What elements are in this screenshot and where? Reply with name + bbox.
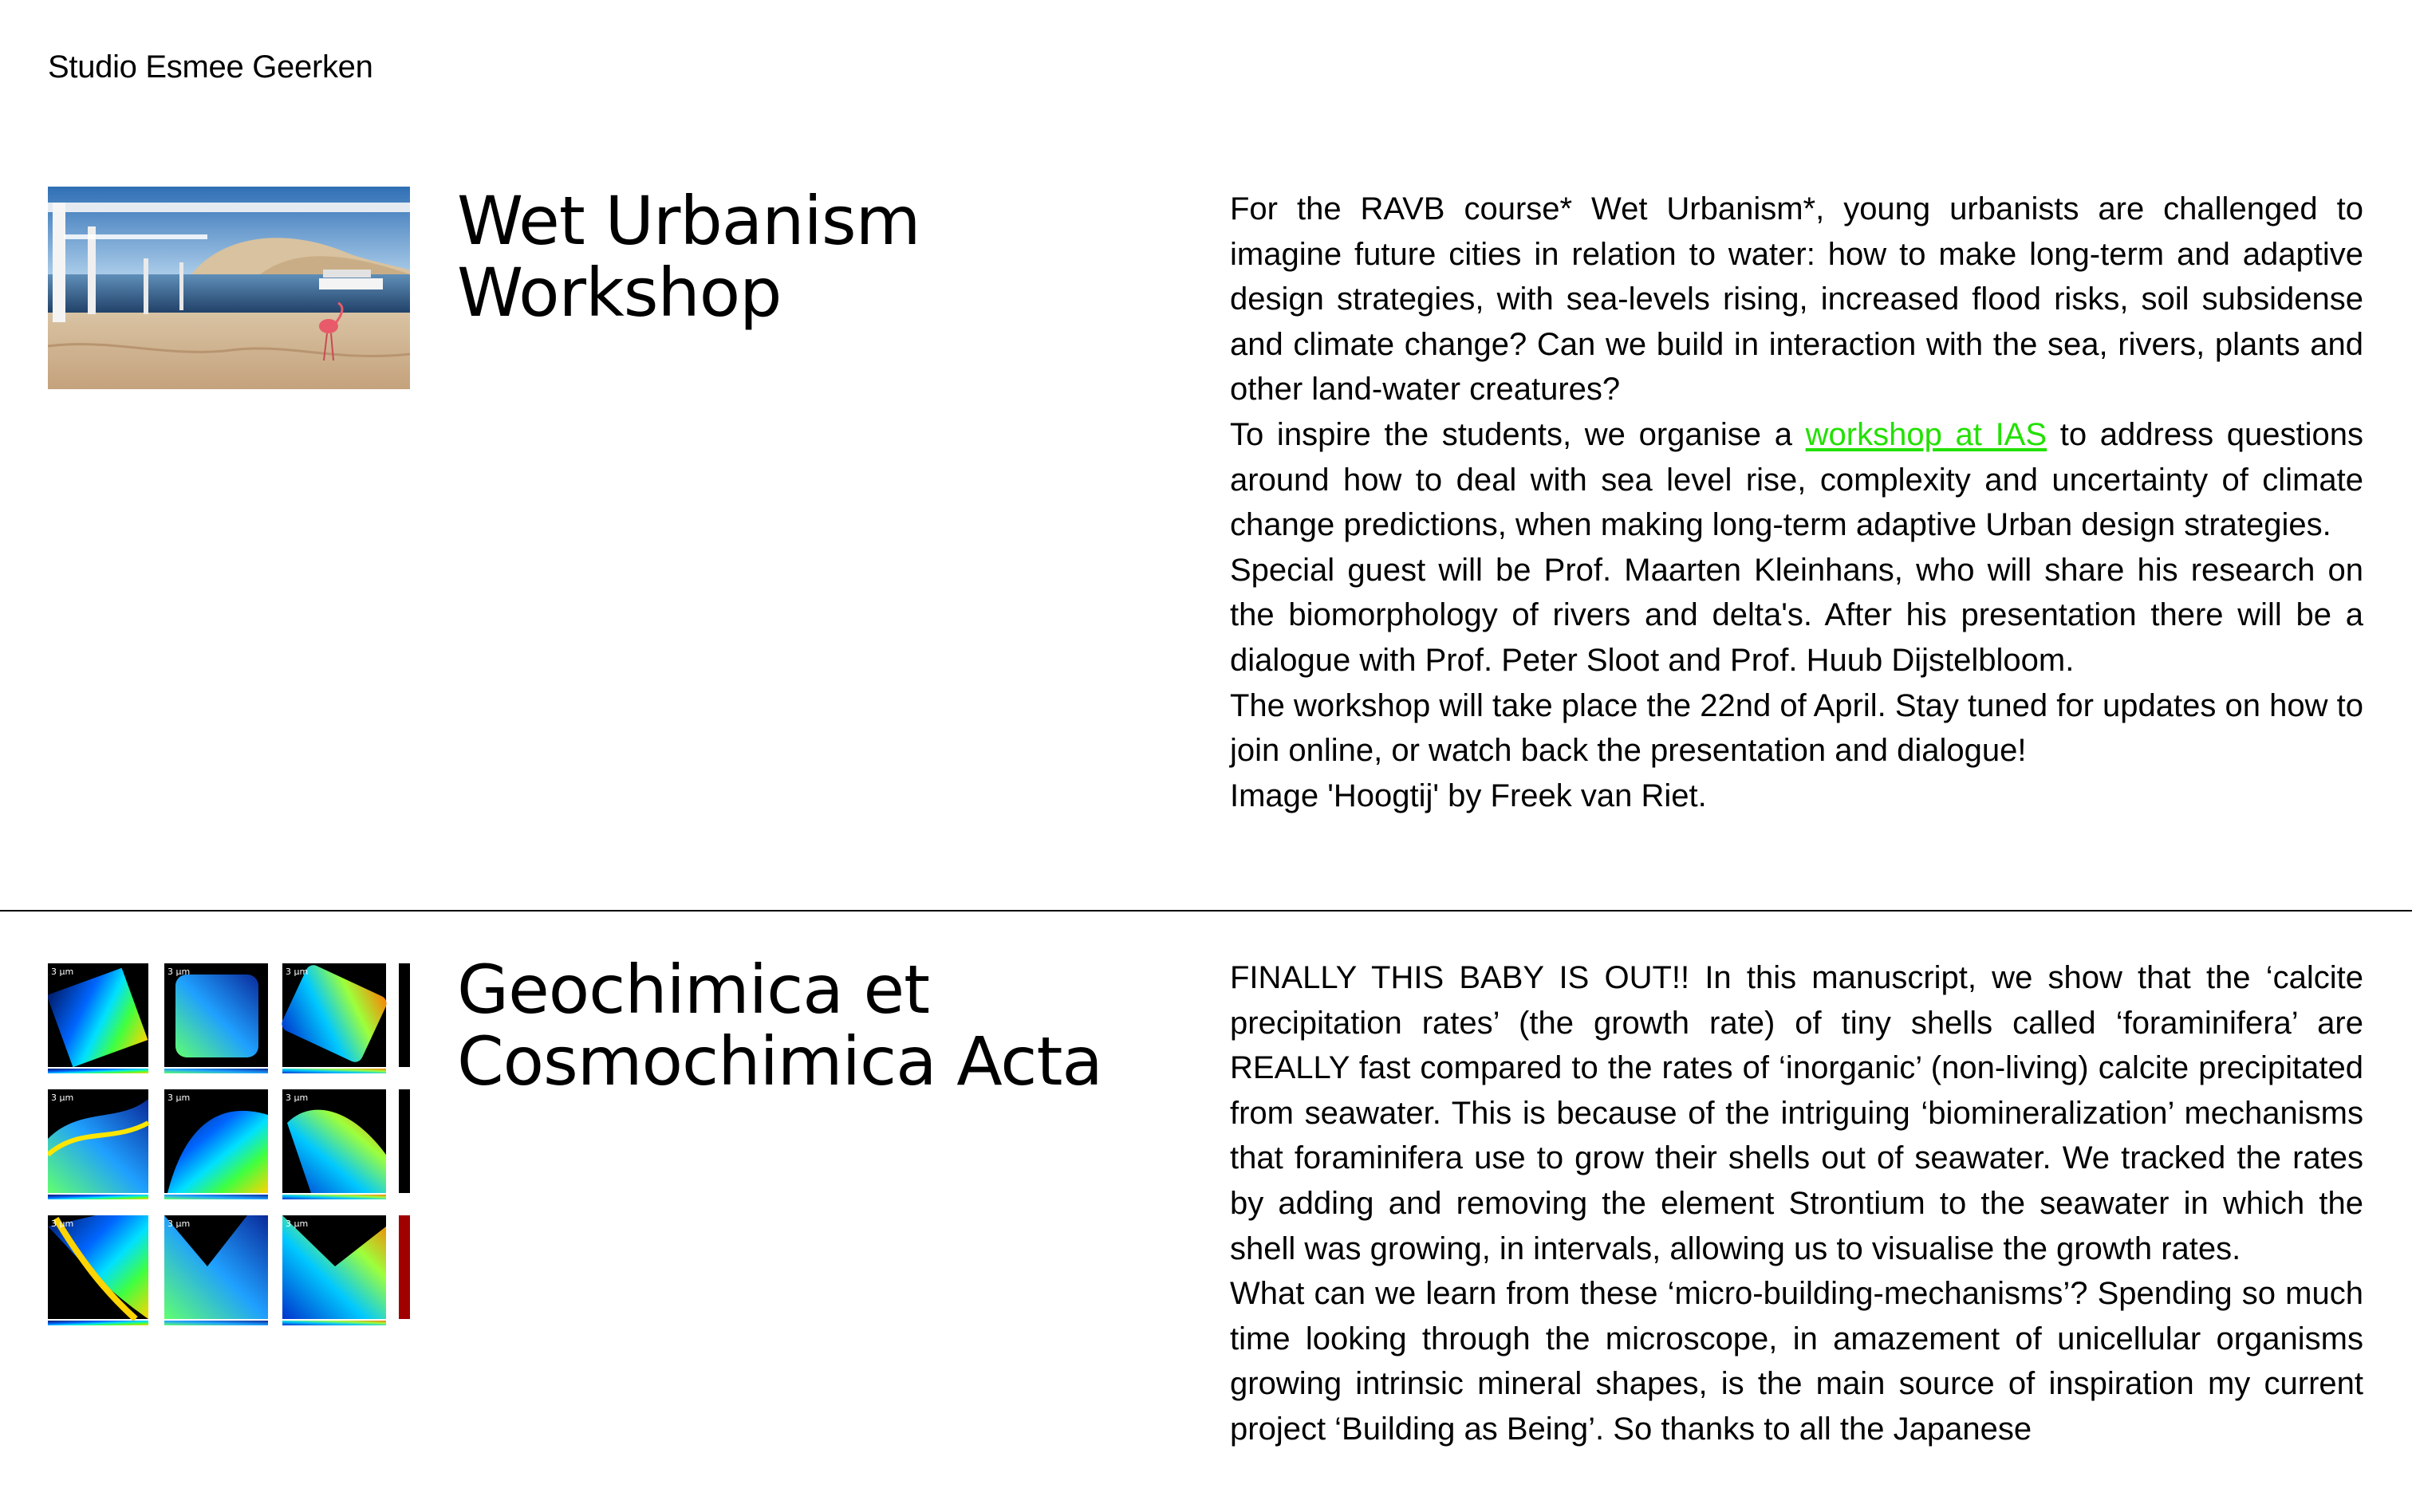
scale-label: 3 µm xyxy=(51,1219,74,1229)
post-title[interactable] xyxy=(457,951,1175,1101)
landscape-flamingo-image xyxy=(48,187,410,389)
post-title-line: Workshop xyxy=(457,254,782,332)
scale-label: 3 µm xyxy=(168,1219,191,1229)
post-title-line: Cosmochimica Acta xyxy=(457,1022,1102,1101)
microscope-heatmap-grid-image xyxy=(48,963,410,1330)
paragraph: For the RAVB course* Wet Urbanism*, young urbanists are challenged to imagine future cities in relation to water: how to make long-term and adaptive design strategies, with sea-levels rising, increased flood risks, soil subsidense and climate change? Can we build in interaction with the sea, rivers, plants and other land-water creatures? xyxy=(1230,191,2363,408)
scale-label: 3 µm xyxy=(286,967,309,977)
post-divider xyxy=(0,910,2412,912)
scale-label: 3 µm xyxy=(51,967,74,977)
scale-label: 3 µm xyxy=(168,1093,191,1103)
paragraph: What can we learn from these ‘micro-building-mechanisms’? Spending so much time looking through the microscope, in amazement of unicellular organisms growing intrinsic mineral shapes, is the main source of inspiration my current project ‘Building as Being’. So thanks to all the Japanese xyxy=(1230,1276,2363,1447)
workshop-link[interactable]: workshop at IAS xyxy=(1805,416,2047,452)
paragraph: FINALLY THIS BABY IS OUT!! In this manuscript, we show that the ‘calcite precipitation rates’ (the growth rate) of tiny shells called ‘foraminifera’ are REALLY fast compared to the rates of ‘inorganic’ (non-living) calcite precipitated from seawater. This is because of the intriguing ‘biomineralization’ mechanisms that foraminifera use to grow their shells out of seawater. We tracked the rates by adding and removing the element Strontium to the seawater in which the shell was growing, in intervals, allowing us to visualise the growth rates. xyxy=(1230,960,2363,1266)
image-credit: Image 'Hoogtij' by Freek van Riet. xyxy=(1230,778,1707,813)
paragraph xyxy=(1230,412,2363,548)
post-thumbnail[interactable] xyxy=(48,963,410,1330)
post-wet-urbanism xyxy=(0,182,2412,909)
post-body xyxy=(1230,955,2363,1452)
paragraph-text: To inspire the students, we organise a xyxy=(1230,416,1806,452)
post-geochimica xyxy=(0,951,2412,1512)
post-body xyxy=(1230,187,2363,818)
scale-label: 3 µm xyxy=(168,967,191,977)
post-title-line: Wet Urbanism xyxy=(457,182,920,260)
paragraph: Special guest will be Prof. Maarten Kleinhans, who will share his research on the biomorphology of rivers and delta's. After his presentation there will be a dialogue with Prof. Peter Sloot and Prof. Huub Dijstelbloom. xyxy=(1230,552,2363,678)
scale-label: 3 µm xyxy=(51,1093,74,1103)
post-thumbnail[interactable] xyxy=(48,187,410,389)
scale-label: 3 µm xyxy=(286,1093,309,1103)
paragraph-text: to address questions around how to deal with sea level rise, complexity and uncertainty of climate change predictions, when making long-term adaptive Urban design strategies. xyxy=(1230,416,2364,543)
site-title[interactable]: Studio Esmee Geerken xyxy=(48,49,373,85)
post-title[interactable] xyxy=(457,182,1175,332)
scale-label: 3 µm xyxy=(286,1219,309,1229)
post-title-line: Geochimica et xyxy=(457,951,930,1029)
paragraph: The workshop will take place the 22nd of April. Stay tuned for updates on how to join online, or watch back the presentation and dialogue! xyxy=(1230,687,2363,769)
